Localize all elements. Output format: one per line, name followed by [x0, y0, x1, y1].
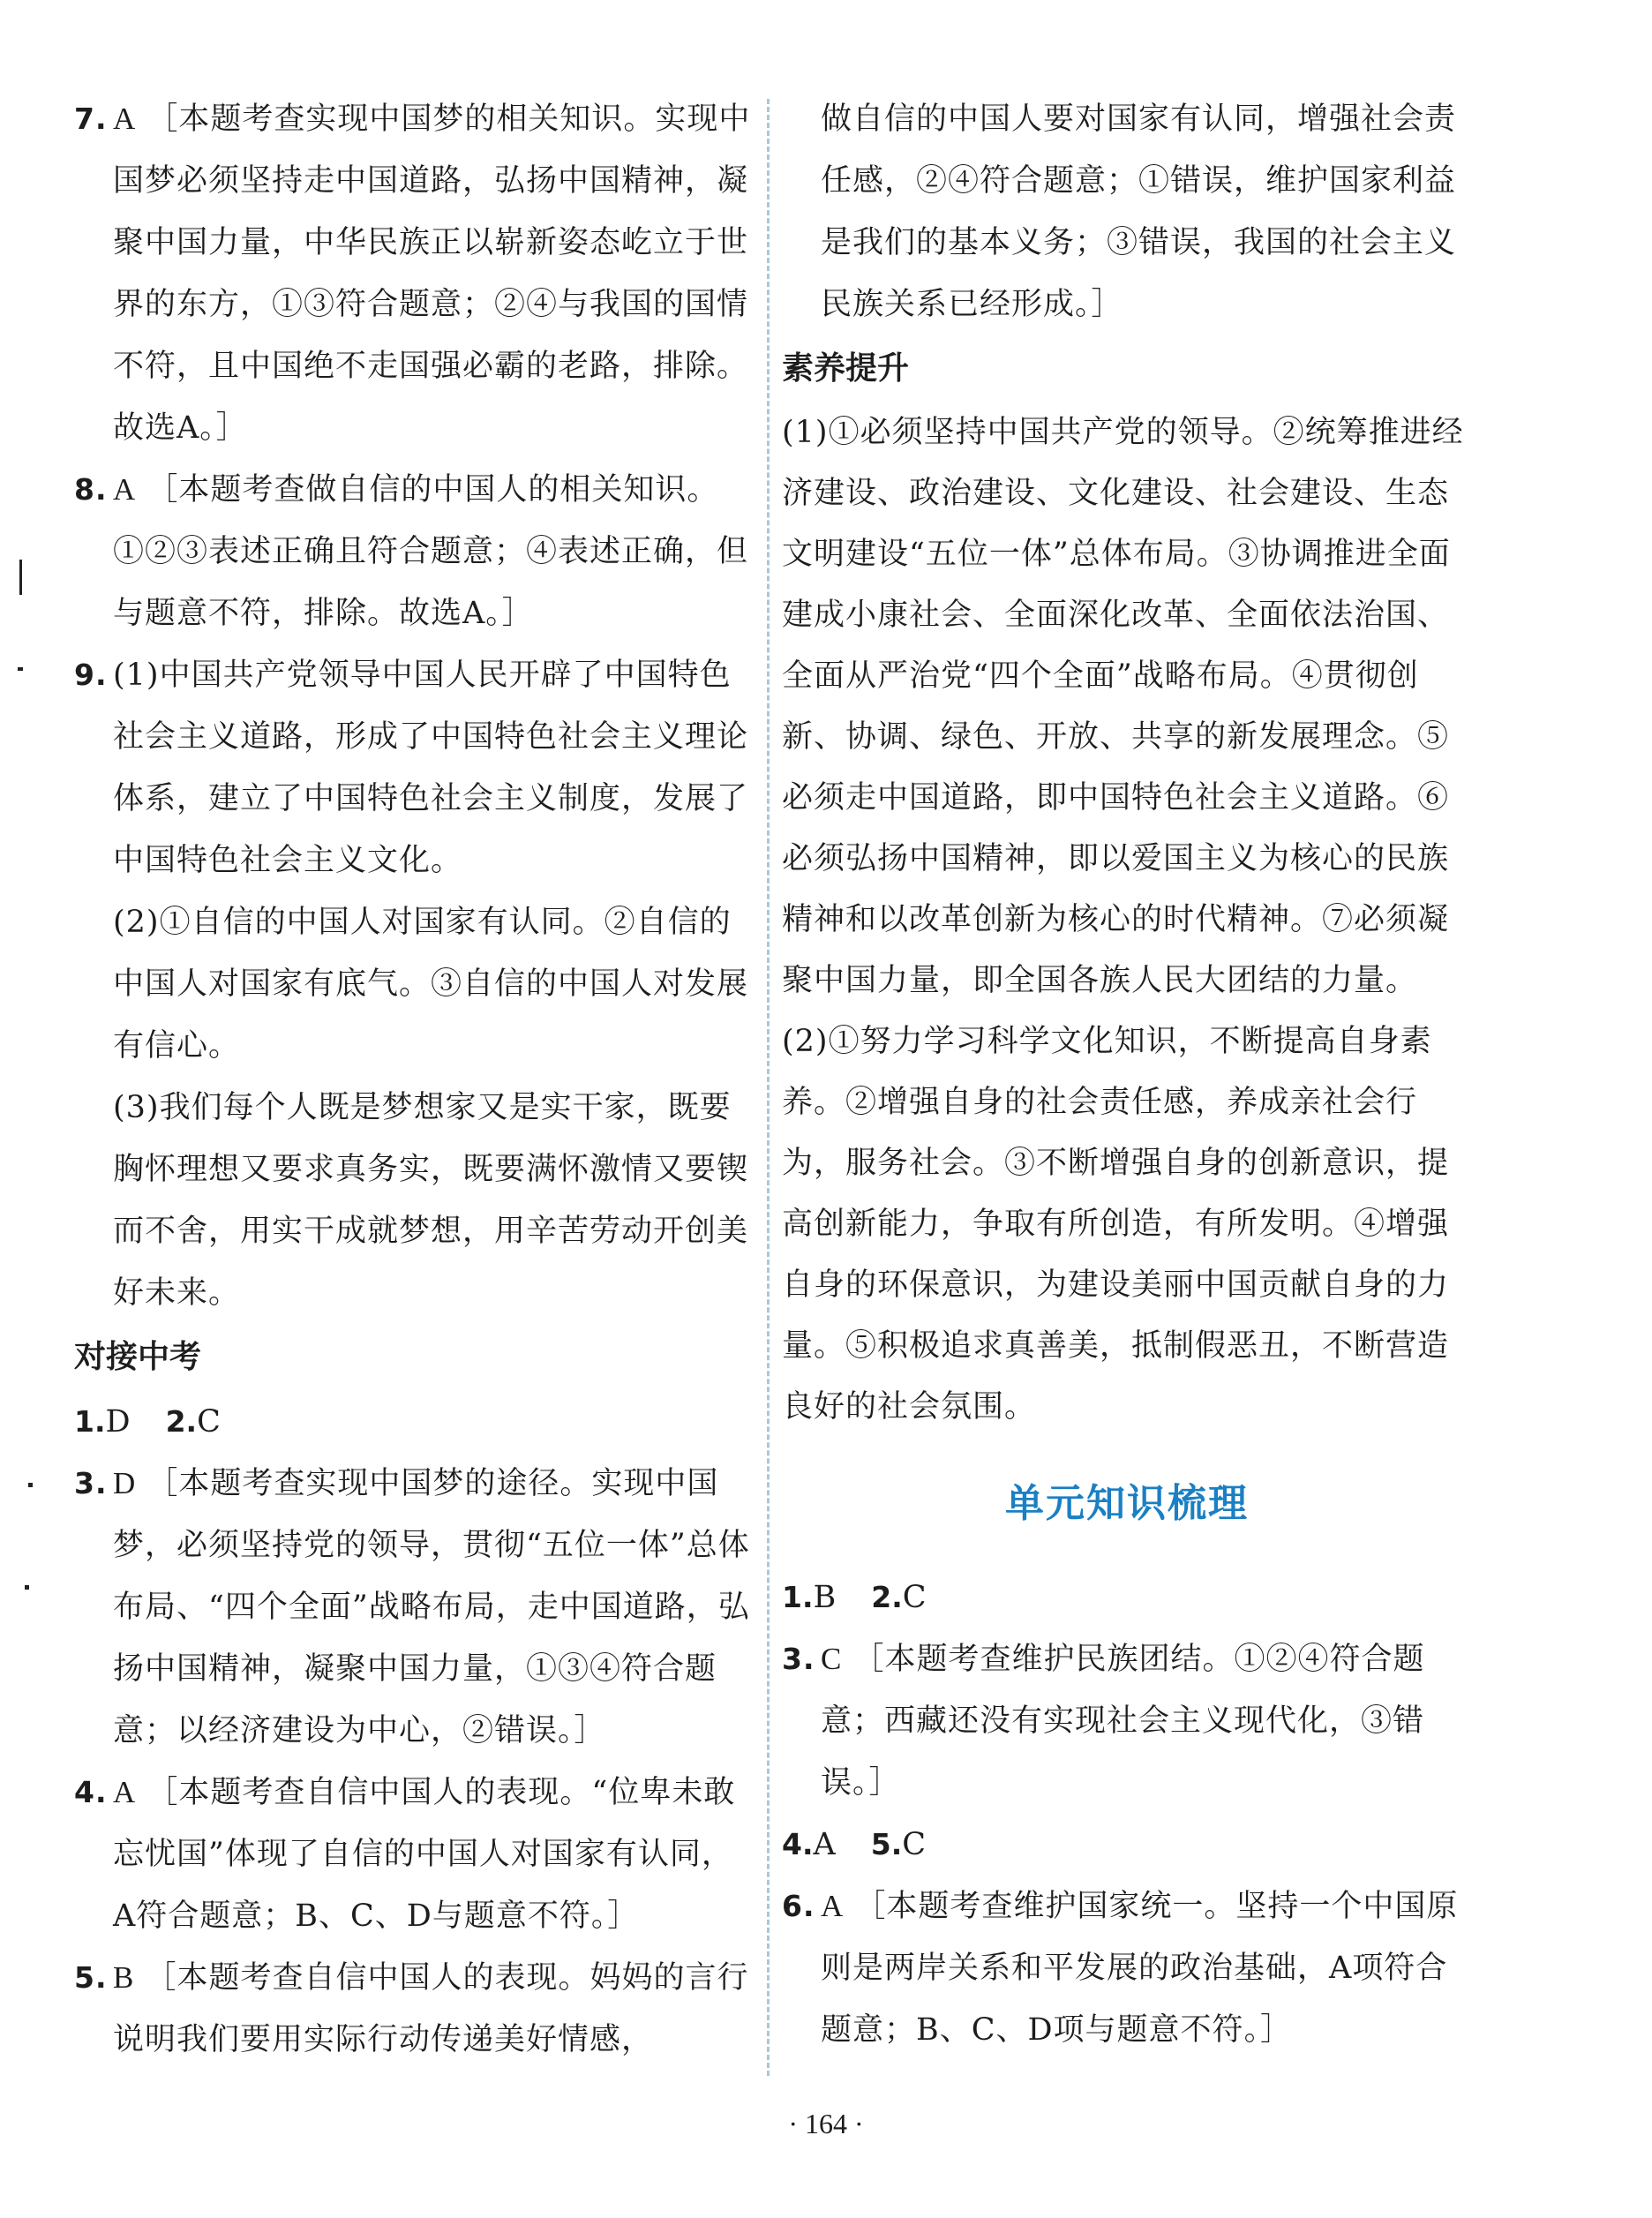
item-answer: A: [113, 1775, 137, 1809]
answer-pair-4-5-unit: [782, 1814, 1472, 1876]
answer-item-5: [74, 1947, 752, 2071]
item-explanation: ［本题考查维护民族团结。①②④符合题意；西藏还没有实现社会主义现代化，③错误。］: [821, 1642, 1425, 1801]
left-column: [74, 88, 752, 2071]
item-explanation: ［本题考查自信中国人的表现。妈妈的言行说明我们要用实际行动传递美好情感，: [113, 1960, 749, 2057]
item-answer: B: [813, 1580, 837, 1615]
item-number: 6.: [782, 1889, 815, 1923]
item-answer: A: [821, 1889, 845, 1923]
item-answer: C: [902, 1827, 927, 1862]
unit-title: 单元知识梳理: [1005, 1481, 1249, 1526]
answer-pair-1-2-unit: [782, 1567, 1472, 1628]
item-5-continuation: 做自信的中国人要对国家有认同，增强社会责任感，②④符合题意；①错误，维护国家利益是我们的基本义务；③错误，我国的社会主义民族关系已经形成。］: [821, 102, 1457, 322]
answer-item-8: [74, 459, 752, 644]
scan-mark: [28, 1483, 33, 1487]
literacy-paragraph-2: (2)①努力学习科学文化知识，不断提高自身素养。②增强自身的社会责任感，养成亲社会行为，服务社会。③不断增强自身的创新意识，提高创新能力，争取有所创造，有所发明。④增强自身的环保意识，为建设美丽中国贡献自身的力量。⑤积极追求真善美，抵制假恶丑，不断营造良好的社会氛围。: [782, 1024, 1450, 1425]
item-explanation: ［本题考查实现中国梦的途径。实现中国梦，必须坚持党的领导，贯彻“五位一体”总体布局、“四个全面”战略布局，走中国道路，弘扬中国精神，凝聚中国力量，①③④符合题意；以经济建设为中心，②错误。］: [113, 1466, 750, 1748]
answer-item-3-unit: [782, 1628, 1472, 1814]
item-explanation: ［本题考查自信中国人的表现。“位卑未敢忘忧国”体现了自信的中国人对国家有认同，A符合题意；B、C、D与题意不符。］: [113, 1775, 736, 1934]
item-number: 7.: [74, 102, 108, 136]
item-answer: D: [113, 1466, 137, 1500]
answer-item-7: [74, 88, 752, 459]
item-answer: B: [113, 1960, 135, 1995]
item-answer: A: [113, 102, 137, 136]
answer-pair-1-2: [74, 1391, 752, 1453]
item-explanation: (1)中国共产党领导中国人民开辟了中国特色社会主义道路，形成了中国特色社会主义理论体系，建立了中国特色社会主义制度，发展了中国特色社会主义文化。: [113, 658, 749, 878]
scan-mark: [19, 560, 22, 595]
item-answer: C: [197, 1404, 221, 1440]
answer-item-6-unit: [782, 1876, 1472, 2061]
literacy-paragraph-1: (1)①必须坚持中国共产党的领导。②统筹推进经济建设、政治建设、文化建设、社会建设、生态文明建设“五位一体”总体布局。③协调推进全面建成小康社会、全面深化改革、全面依法治国、全面从严治党“四个全面”战略布局。④贯彻创新、协调、绿色、开放、共享的新发展理念。⑤必须走中国道路，即中国特色社会主义道路。⑥必须弘扬中国精神，即以爱国主义为核心的民族精神和以改革创新为核心的时代精神。⑦必须凝聚中国力量，即全国各族人民大团结的力量。: [782, 415, 1464, 998]
item-answer: D: [105, 1404, 131, 1440]
right-column: [782, 88, 1472, 2061]
item-9-part-3: (3)我们每个人既是梦想家又是实干家，既要胸怀理想又要求真务实，既要满怀激情又要锲而不舍，用实干成就梦想，用辛苦劳动开创美好未来。: [113, 1090, 749, 1311]
section-title-literacy: 素养提升: [782, 350, 910, 387]
column-divider: [767, 99, 770, 2076]
item-number: 2.: [871, 1580, 903, 1614]
answer-item-4: [74, 1762, 752, 1947]
item-answer: C: [821, 1642, 843, 1676]
page-number: · 164 ·: [788, 2108, 864, 2139]
item-answer: A: [113, 472, 137, 507]
item-explanation: ［本题考查做自信的中国人的相关知识。①②③表述正确且符合题意；④表述正确，但与题意不符，排除。故选A。］: [113, 472, 749, 631]
item-number: 4.: [74, 1775, 108, 1809]
item-number: 3.: [74, 1466, 108, 1500]
item-explanation: ［本题考查实现中国梦的相关知识。实现中国梦必须坚持走中国道路，弘扬中国精神，凝聚中国力量，中华民族正以崭新姿态屹立于世界的东方，①③符合题意；②④与我国的国情不符，且中国绝不走国强必霸的老路，排除。故选A。］: [113, 102, 751, 446]
item-number: 8.: [74, 472, 108, 507]
section-title-exam: 对接中考: [74, 1339, 202, 1375]
item-number: 5.: [74, 1960, 108, 1995]
item-number: 3.: [782, 1642, 815, 1676]
scan-mark: [25, 1585, 29, 1590]
item-explanation: ［本题考查维护国家统一。坚持一个中国原则是两岸关系和平发展的政治基础，A项符合题意；B、C、D项与题意不符。］: [821, 1889, 1459, 2048]
item-9-part-2: (2)①自信的中国人对国家有认同。②自信的中国人对国家有底气。③自信的中国人对发展有信心。: [113, 905, 749, 1064]
item-number: 9.: [74, 658, 108, 692]
answer-item-9: [74, 644, 752, 891]
answer-item-3: [74, 1453, 752, 1762]
item-number: 1.: [782, 1580, 814, 1614]
item-number: 2.: [165, 1404, 198, 1439]
item-number: 4.: [782, 1827, 814, 1861]
item-number: 1.: [74, 1404, 106, 1439]
scan-mark: [18, 667, 23, 671]
item-number: 5.: [870, 1827, 903, 1861]
item-answer: A: [813, 1827, 836, 1862]
item-answer: C: [902, 1580, 927, 1615]
